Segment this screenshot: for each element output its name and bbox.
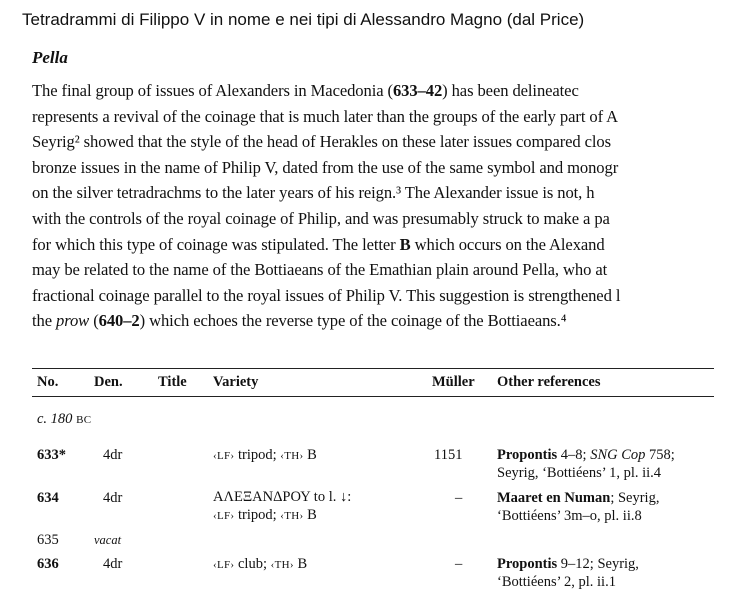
row-variety: [213, 447, 317, 464]
paragraph-line: bronze issues in the name of Philip V, dated from the use of the same symbol and monogr: [32, 157, 619, 177]
table-top-rule: [32, 368, 714, 369]
paragraph-line: Seyrig² showed that the style of the head of Herakles on these later issues compared clos: [32, 132, 611, 152]
scanned-page: [32, 48, 749, 334]
catalogue-ref: 640–2: [98, 311, 140, 331]
row-den: 4dr: [103, 490, 123, 506]
catalogue-ref: 633–42: [392, 81, 443, 100]
text-run: for which this type of coinage was stipulated. The letter: [32, 234, 400, 254]
table-header-rule: [32, 396, 714, 397]
paragraph-line: may be related to the name of the Bottiaeans of the Emathian plain around Pella, who at: [32, 260, 608, 280]
row-no: 635: [37, 532, 59, 548]
header-muller: Müller: [432, 374, 475, 390]
row-variety: [213, 507, 317, 524]
text-run: club;: [234, 556, 271, 572]
row-den: vacat: [94, 533, 122, 547]
paragraph-line: [32, 232, 749, 258]
text-run: (: [89, 311, 99, 331]
ref-italic: SNG Cop: [590, 447, 646, 463]
row-variety-legend: ΑΛΕΞΑΝΔΡΟΥ to l. ↓:: [213, 489, 352, 505]
row-muller: 1151: [434, 447, 463, 463]
letter-b: B: [399, 234, 411, 254]
control-lf: ‹LF›: [213, 510, 235, 522]
paragraph-line: on the silver tetradrachms to the later years of his reign.³ The Alexander issue is not, h: [32, 183, 595, 203]
row-no: 634: [37, 490, 59, 506]
row-refs-line1: [497, 447, 675, 464]
text-run: 9–12; Seyrig,: [557, 556, 639, 572]
header-den: Den.: [94, 374, 123, 390]
header-refs: Other references: [497, 374, 601, 390]
paragraph-line: represents a revival of the coinage that is much later than the groups of the early part of A: [32, 106, 619, 126]
section-heading: Pella: [32, 48, 68, 67]
text-run: ) has been delineatec: [442, 81, 579, 100]
row-refs-line1: [497, 556, 639, 573]
ref-hoard: Propontis: [497, 556, 558, 572]
row-den: 4dr: [103, 447, 123, 463]
row-refs-line2: ‘Bottiéens’ 3m–o, pl. ii.8: [497, 508, 642, 524]
text-run: 4–8;: [557, 447, 591, 463]
row-muller: –: [455, 556, 463, 572]
header-title: Title: [158, 374, 187, 390]
row-muller: –: [455, 490, 463, 506]
row-no: 633*: [37, 447, 66, 463]
body-paragraph: [32, 78, 749, 334]
row-refs-line2: Seyrig, ‘Bottiéens’ 1, pl. ii.4: [497, 465, 662, 481]
text-run: the: [32, 311, 57, 331]
control-lf: ‹LF›: [213, 559, 235, 571]
control-th: ‹TH›: [280, 510, 304, 522]
paragraph-line: fractional coinage parallel to the royal issues of Philip V. This suggestion is strengthened l: [32, 285, 621, 305]
row-den: 4dr: [103, 556, 123, 572]
paragraph-line: with the controls of the royal coinage of Philip, and was presumably struck to make a pa: [32, 208, 610, 228]
date-era: BC: [76, 414, 92, 426]
row-no: 636: [37, 556, 59, 572]
text-run: B: [293, 556, 308, 572]
text-run: B: [303, 447, 317, 463]
control-th: ‹TH›: [280, 450, 304, 462]
row-variety: [213, 556, 307, 573]
control-lf: ‹LF›: [213, 450, 235, 462]
text-run: 758;: [645, 447, 675, 463]
ref-hoard: Propontis: [497, 447, 558, 463]
row-refs-line1: [497, 490, 659, 507]
text-run: The final group of issues of Alexanders in Macedonia (: [32, 81, 393, 100]
ref-hoard: Maaret en Numan: [497, 490, 611, 506]
text-run: which occurs on the Alexand: [410, 234, 605, 254]
text-run: tripod;: [234, 447, 281, 463]
paragraph-line: [32, 78, 749, 104]
header-variety: Variety: [213, 374, 259, 390]
text-run: B: [303, 507, 317, 523]
control-th: ‹TH›: [270, 559, 294, 571]
text-run: tripod;: [234, 507, 281, 523]
text-run: ; Seyrig,: [610, 490, 660, 506]
header-no: No.: [37, 374, 59, 390]
image-caption: Tetradrammi di Filippo V in nome e nei tipi di Alessandro Magno (dal Price): [22, 10, 585, 29]
date-prefix: c. 180: [37, 411, 77, 427]
date-label: [37, 411, 91, 428]
italic-word: prow: [56, 311, 90, 331]
row-refs-line2: ‘Bottiéens’ 2, pl. ii.1: [497, 574, 616, 590]
text-run: ) which echoes the reverse type of the coinage of the Bottiaeans.⁴: [139, 311, 567, 331]
paragraph-line: [32, 308, 749, 334]
